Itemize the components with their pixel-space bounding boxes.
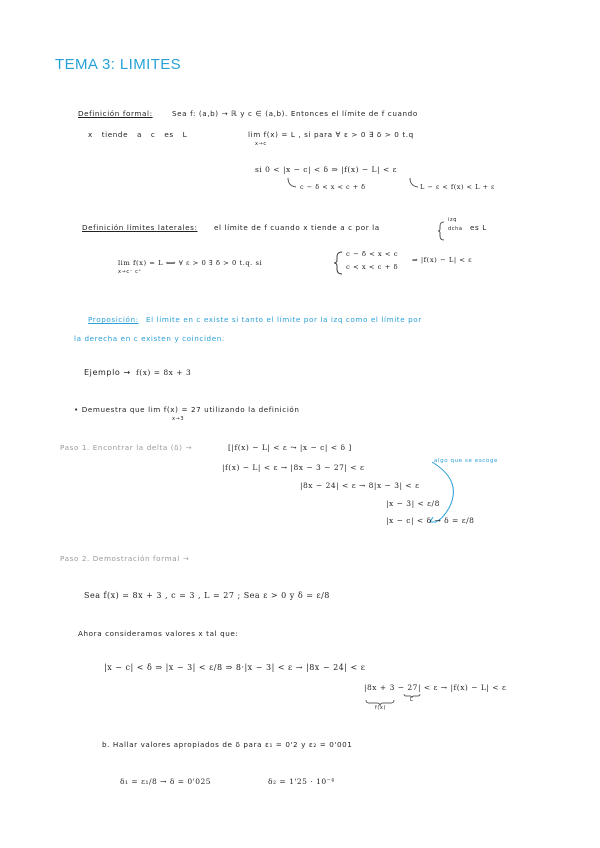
paso1-line4: |x − 3| < ε/8 [386,499,440,508]
proposicion-line1: El límite en c existe si tanto el límite por la izq como el límite por [146,315,422,324]
page-title: TEMA 3: LIMITES [55,56,182,73]
def-lateral-case2: c < x < c + δ [346,263,399,271]
paso1-line1: [|f(x) − L| < ε ⤳ |x − c| < δ ] [228,443,352,452]
def-formal-lim: lim f(x) = L , si para ∀ ε > 0 ∃ δ > 0 t.q [248,130,414,139]
def-formal-cond3: L − ε < f(x) < L + ε [420,183,495,191]
def-formal-cond2: c − δ < x < c + δ [300,183,366,191]
def-formal-line2: x tiende a c es L [88,130,188,139]
paso1-line2: |f(x) − L| < ε → |8x − 3 − 27| < ε [222,463,365,472]
paso2-ahora: Ahora consideramos valores x tal que: [78,629,239,638]
proposicion-heading: Proposición: [88,315,139,324]
paso1-line5: |x − c| < δ → δ = ε/8 [386,516,475,525]
brace-lateral-cases [334,252,342,274]
hook-arrow-right [410,178,418,187]
def-formal-cond1: si 0 < |x − c| < δ ⇒ |f(x) − L| < ε [255,165,397,174]
partb-delta1: δ₁ = ε₁/8 → δ = 0'025 [120,777,212,786]
def-lateral-line1: el límite de f cuando x tiende a c por la [214,223,380,232]
partb-delta2: δ₂ = 1'25 · 10⁻⁴ [268,777,335,786]
paso2-chain2: |8x + 3 − 27| < ε → |f(x) − L| < ε [364,683,507,692]
ejemplo-label: Ejemplo → [84,368,131,377]
ejemplo-func: f(x) = 8x + 3 [136,368,192,377]
paso1-label: Paso 1. Encontrar la delta (δ) → [60,443,193,452]
paso2-under-fx: f(x) [375,705,387,711]
brace-lateral-heading [438,222,444,240]
paso1-note: algo que se escoge [434,458,498,464]
paso2-chain: |x − c| < δ ⇒ |x − 3| < ε/8 ⇒ 8·|x − 3| < ε → |8x − 24| < ε [104,663,366,672]
def-lateral-end: es L [470,223,487,232]
demostrar-text: • Demuestra que lim f(x) = 27 utilizando la definición [74,405,300,414]
def-formal-lim-sub: x→c [255,141,267,147]
proposicion-line2: la derecha en c existen y coinciden. [74,334,225,343]
def-lateral-dcha: dcha [448,226,463,232]
def-formal-line1: Sea f: (a,b) → ℝ y c ∈ (a,b). Entonces el límite de f cuando [172,109,418,118]
demostrar-sub: x→3 [172,416,185,422]
paso2-sea: Sea f(x) = 8x + 3 , c = 3 , L = 27 ; Sea ε > 0 y δ = ε/8 [84,591,330,600]
def-lateral-lim: lim f(x) = L ⟺ ∀ ε > 0 ∃ δ > 0 t.q. si [118,259,263,267]
def-lateral-case1: c − δ < x < c [346,250,399,258]
def-lateral-result: ⇒ |f(x) − L| < ε [412,256,473,264]
def-lateral-heading: Definición límites laterales: [82,223,198,232]
def-lateral-lim-sub: x→c⁻ c⁺ [118,269,142,275]
def-lateral-izq: izq [448,217,457,223]
hook-arrow-left [288,178,296,187]
partb-text: b. Hallar valores apropiados de δ para ε₁ = 0'2 y ε₂ = 0'001 [102,740,353,749]
paso2-label: Paso 2. Demostración formal → [60,554,190,563]
paso1-line3: |8x − 24| < ε → 8|x − 3| < ε [300,481,420,490]
note-arrow [432,462,453,522]
paso2-under-L: L [410,697,414,703]
def-formal-heading: Definición formal: [78,109,153,118]
